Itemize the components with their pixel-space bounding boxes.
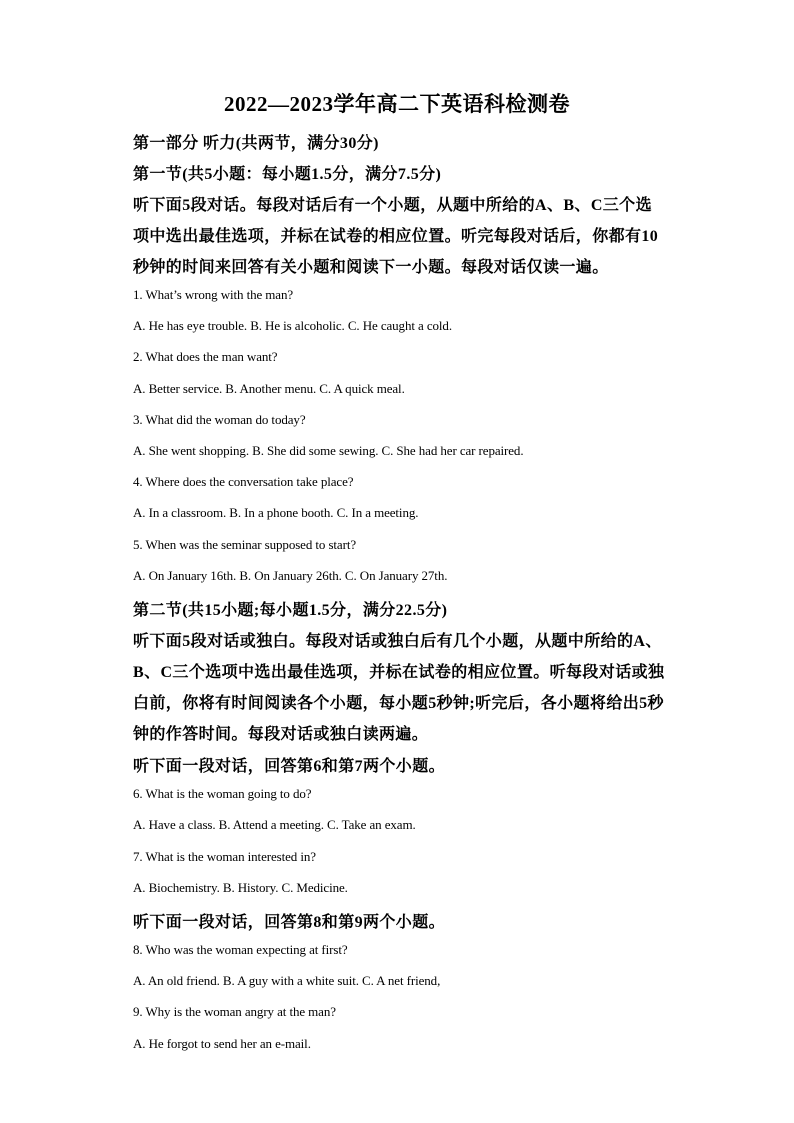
section-one-heading: 第一节(共5小题：每小题1.5分，满分7.5分) (133, 166, 442, 183)
section-two-instruction-line-3: 白前，你将有时间阅读各个小题，每小题5秒钟;听完后，各小题将给出5秒 (133, 695, 664, 712)
question-6: 6. What is the woman going to do? (133, 786, 312, 801)
section-two-instruction-line-4: 钟的作答时间。每段对话或独白读两遍。 (133, 726, 429, 743)
document-title: 2022—2023学年高二下英语科检测卷 (224, 92, 570, 116)
question-7: 7. What is the woman interested in? (133, 849, 316, 864)
dialogue-8-9-instruction: 听下面一段对话，回答第8和第9两个小题。 (133, 914, 446, 931)
question-5: 5. When was the seminar supposed to start? (133, 537, 357, 552)
part-one-heading: 第一部分 听力(共两节，满分30分) (133, 135, 379, 152)
question-4-options: A. In a classroom. B. In a phone booth. C. In a meeting. (133, 505, 419, 520)
section-two-heading: 第二节(共15小题;每小题1.5分，满分22.5分) (133, 602, 448, 619)
question-4: 4. Where does the conversation take place? (133, 474, 354, 489)
question-2-options: A. Better service. B. Another menu. C. A quick meal. (133, 381, 405, 396)
section-one-instruction-line-1: 听下面5段对话。每段对话后有一个小题，从题中所给的A、B、C三个选 (133, 197, 652, 214)
question-2: 2. What does the man want? (133, 349, 278, 364)
question-5-options: A. On January 16th. B. On January 26th. C. On January 27th. (133, 568, 448, 583)
question-1: 1. What’s wrong with the man? (133, 287, 294, 302)
section-one-instruction-line-2: 项中选出最佳选项，并标在试卷的相应位置。听完每段对话后，你都有10 (133, 228, 659, 245)
section-two-instruction-line-1: 听下面5段对话或独白。每段对话或独白后有几个小题，从题中所给的A、 (133, 633, 662, 650)
question-6-options: A. Have a class. B. Attend a meeting. C. Take an exam. (133, 817, 416, 832)
section-two-instruction-line-2: B、C三个选项中选出最佳选项，并标在试卷的相应位置。听每段对话或独 (133, 664, 665, 681)
question-7-options: A. Biochemistry. B. History. C. Medicine. (133, 880, 348, 895)
question-1-options: A. He has eye trouble. B. He is alcoholic. C. He caught a cold. (133, 318, 452, 333)
question-3: 3. What did the woman do today? (133, 412, 306, 427)
question-9: 9. Why is the woman angry at the man? (133, 1004, 336, 1019)
dialogue-6-7-instruction: 听下面一段对话，回答第6和第7两个小题。 (133, 758, 446, 775)
question-3-options: A. She went shopping. B. She did some sewing. C. She had her car repaired. (133, 443, 524, 458)
section-one-instruction-line-3: 秒钟的时间来回答有关小题和阅读下一小题。每段对话仅读一遍。 (133, 259, 609, 276)
question-8-options: A. An old friend. B. A guy with a white suit. C. A net friend, (133, 973, 441, 988)
question-9-options: A. He forgot to send her an e-mail. (133, 1036, 311, 1051)
question-8: 8. Who was the woman expecting at first? (133, 942, 348, 957)
